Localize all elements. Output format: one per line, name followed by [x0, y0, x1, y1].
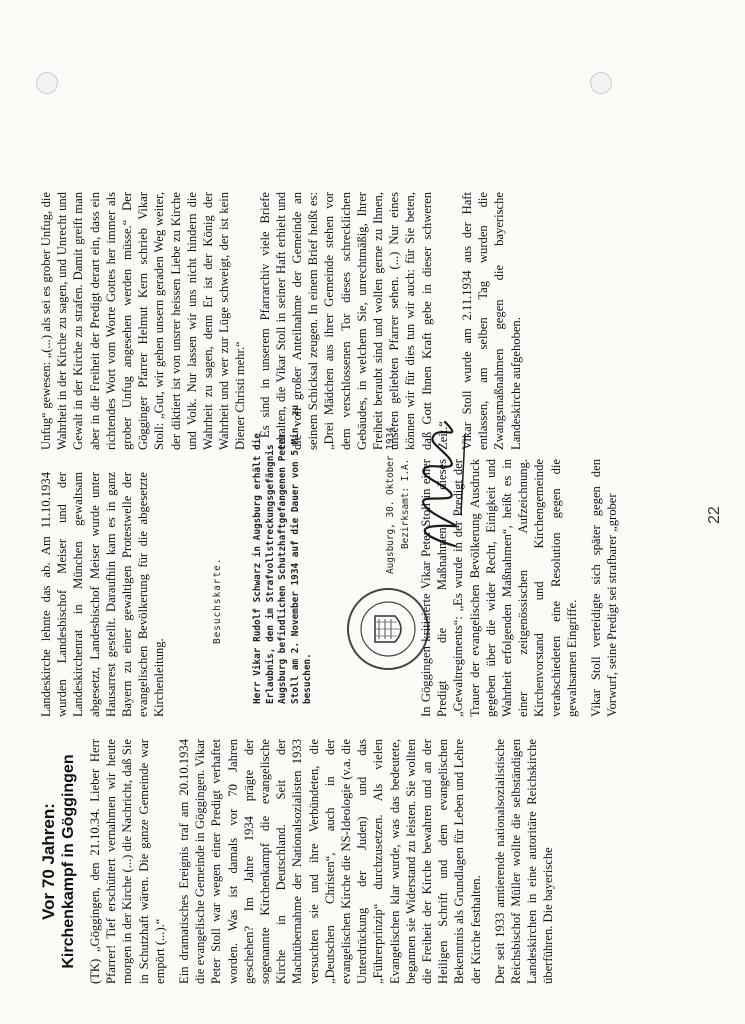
visiting-card-text: Herr Vikar Rudolf Schwarz in Augsburg erhält die Erlaubnis, den im Strafvollstreckungsgefängnis Augsburg befindlichen Schutzhaftgefangenen Peter Stoll am 2. November 1934 auf die Dauer von 5 Min. zu besuchen.	[252, 404, 313, 704]
paragraph-unfug: Unfug“ gewesen: „(...) als sei es grober Unfug, die Wahrheit in der Kirche zu sagen, und Unrecht und Gewalt in der Kirche zu strafen. Damit greift man aber in die Freiheit der Predigt derart ein, dass ein richtendes Wort vom Worte Gottes her immer als grober Unfug angesehen werden müsse.“ Der Gögginger Pfarrer Helmut Kern schrieb Vikar Stoll: „Gut, wir gehen unsern geraden Weg weiter, der diktiert ist von unsrer heissen Liebe zu Kirche und Volk. Nur lassen wir uns nicht hindern die Wahrheit zu sagen, denn Er ist der König der Wahrheit und wer zur Lüge schweigt, der ist kein Diener Christi mehr.“	[39, 192, 248, 450]
visiting-card-title: Besuchskarte.	[212, 557, 223, 644]
punch-hole	[36, 72, 58, 94]
column-1	[38, 739, 565, 984]
paragraph-letter-quote: (TK) „Göggingen, den 21.10.34. Lieber Herr Pfarrer! Tief erschüttert vernahmen wir heute morgen in der Kirche (...) die Nachricht, daß Sie in Schutzhaft wären. Die ganze Gemeinde war empört (...).“	[88, 739, 167, 984]
paragraph-landeskirche: Landeskirche lehnte das ab. Am 11.10.1934 wurden Landesbischof Meiser und der Landeskirchenrat in München gewaltsam abgesetzt, Landesbischof Meiser wurde unter Hausarrest gestellt. Daraufhin kam es in ganz Bayern zu einer gewaltigen Protestwelle der evangelischen Bevölkerung für die abgesetzte Kirchenleitung.	[39, 472, 167, 717]
paragraph-reichsbischof: Der seit 1933 amtierende nationalsozialistische Reichsbischof Müller wollte die selbständigen Landeskirchen in eine autoritäre Reichskirche überführen. Die bayerische	[492, 739, 556, 984]
paragraph-verteidigung: Vikar Stoll verteidigte sich später gegen den Vorwurf, seine Predigt sei strafbarer „grober	[589, 459, 620, 717]
column-3	[418, 459, 628, 717]
paragraph-briefe: Es sind in unserem Pfarrarchiv viele Briefe erhalten, die Vikar Stoll in seiner Haft erhielt und die von großer Anteilnahme der Gemeinde an seinem Schicksal zeugen. In einem Brief heißt es: „Drei Mädchen aus ihrer Gemeinde stehen vor dem verschlossenen Tor dieses schrecklichen Gebäudes, in welchem Sie, unrechtmäßig, Ihrer Freiheit beraubt sind und wollen gerne zu Ihnen, unseren geliebten Pfarrer sehen. (...) Nur eines können wir für dies tun wir auch: für Sie beten, daß Gott Ihnen Kraft gebe in dieser schweren Zeit.“	[257, 192, 450, 450]
paragraph-entlassung: Vikar Stoll wurde am 2.11.1934 aus der Haft entlassen, am selben Tag wurden die Zwangsmaßnahmen gegen die bayerische Landeskirche aufgehoben.	[460, 192, 523, 450]
visiting-card-date: Augsburg, 30. Oktober 1934.	[385, 421, 396, 574]
article-headline	[38, 739, 79, 984]
column-4	[38, 192, 532, 450]
headline-line-1: Vor 70 Jahren:	[39, 803, 58, 920]
paragraph-predigt: In Göggingen kritisierte Vikar Peter Stoll in einer Predigt die Maßnahmen dieses „Gewaltregiments“: „Es wurde in der Predigt der Trauer der evangelischen Bevölkerung Ausdruck gegeben über die wider Recht, Einigkeit und Wahrheit erfolgenden Maßnahmen“, heißt es in einer zeitgenössischen Aufzeichnung. Kirchenvorstand und Kirchengemeinde verabschiedeten eine Resolution gegen die gewaltsamen Eingriffe.	[419, 459, 579, 717]
punch-hole	[590, 72, 612, 94]
paragraph-background: Ein dramatisches Ereignis traf am 20.10.1934 die evangelische Gemeinde in Göggingen. Vikar Peter Stoll war wegen einer Predigt verhaftet worden. Was ist damals vor 70 Jahren geschehen? Im Jahre 1934 prägte der sogenannte Kirchenkampf die evangelische Kirche in Deutschland. Seit der Machtübernahme der Nationalsozialisten 1933 versuchten sie und ihre Verbündeten, die „Deutschen Christen“, auch in der evangelischen Kirche die NS-Ideologie (v.a. die Unterdrückung der Juden) und das „Führerprinzip“ durchzusetzen. Als vielen Evangelischen klar wurde, was das bedeutete, begannen sie Widerstand zu leisten. Sie wollten die Freiheit der Kirche bewahren und an der Heiligen Schrift und dem evangelischen Bekenntnis als Grundlagen für Leben und Lehre der Kirche festhalten.	[177, 739, 483, 984]
page-number: 22	[706, 506, 723, 524]
column-2	[38, 472, 176, 717]
visiting-card-signer: Bezirksamt: I.A.	[400, 458, 411, 549]
headline-line-2: Kirchenkampf in Göggingen	[60, 754, 77, 969]
